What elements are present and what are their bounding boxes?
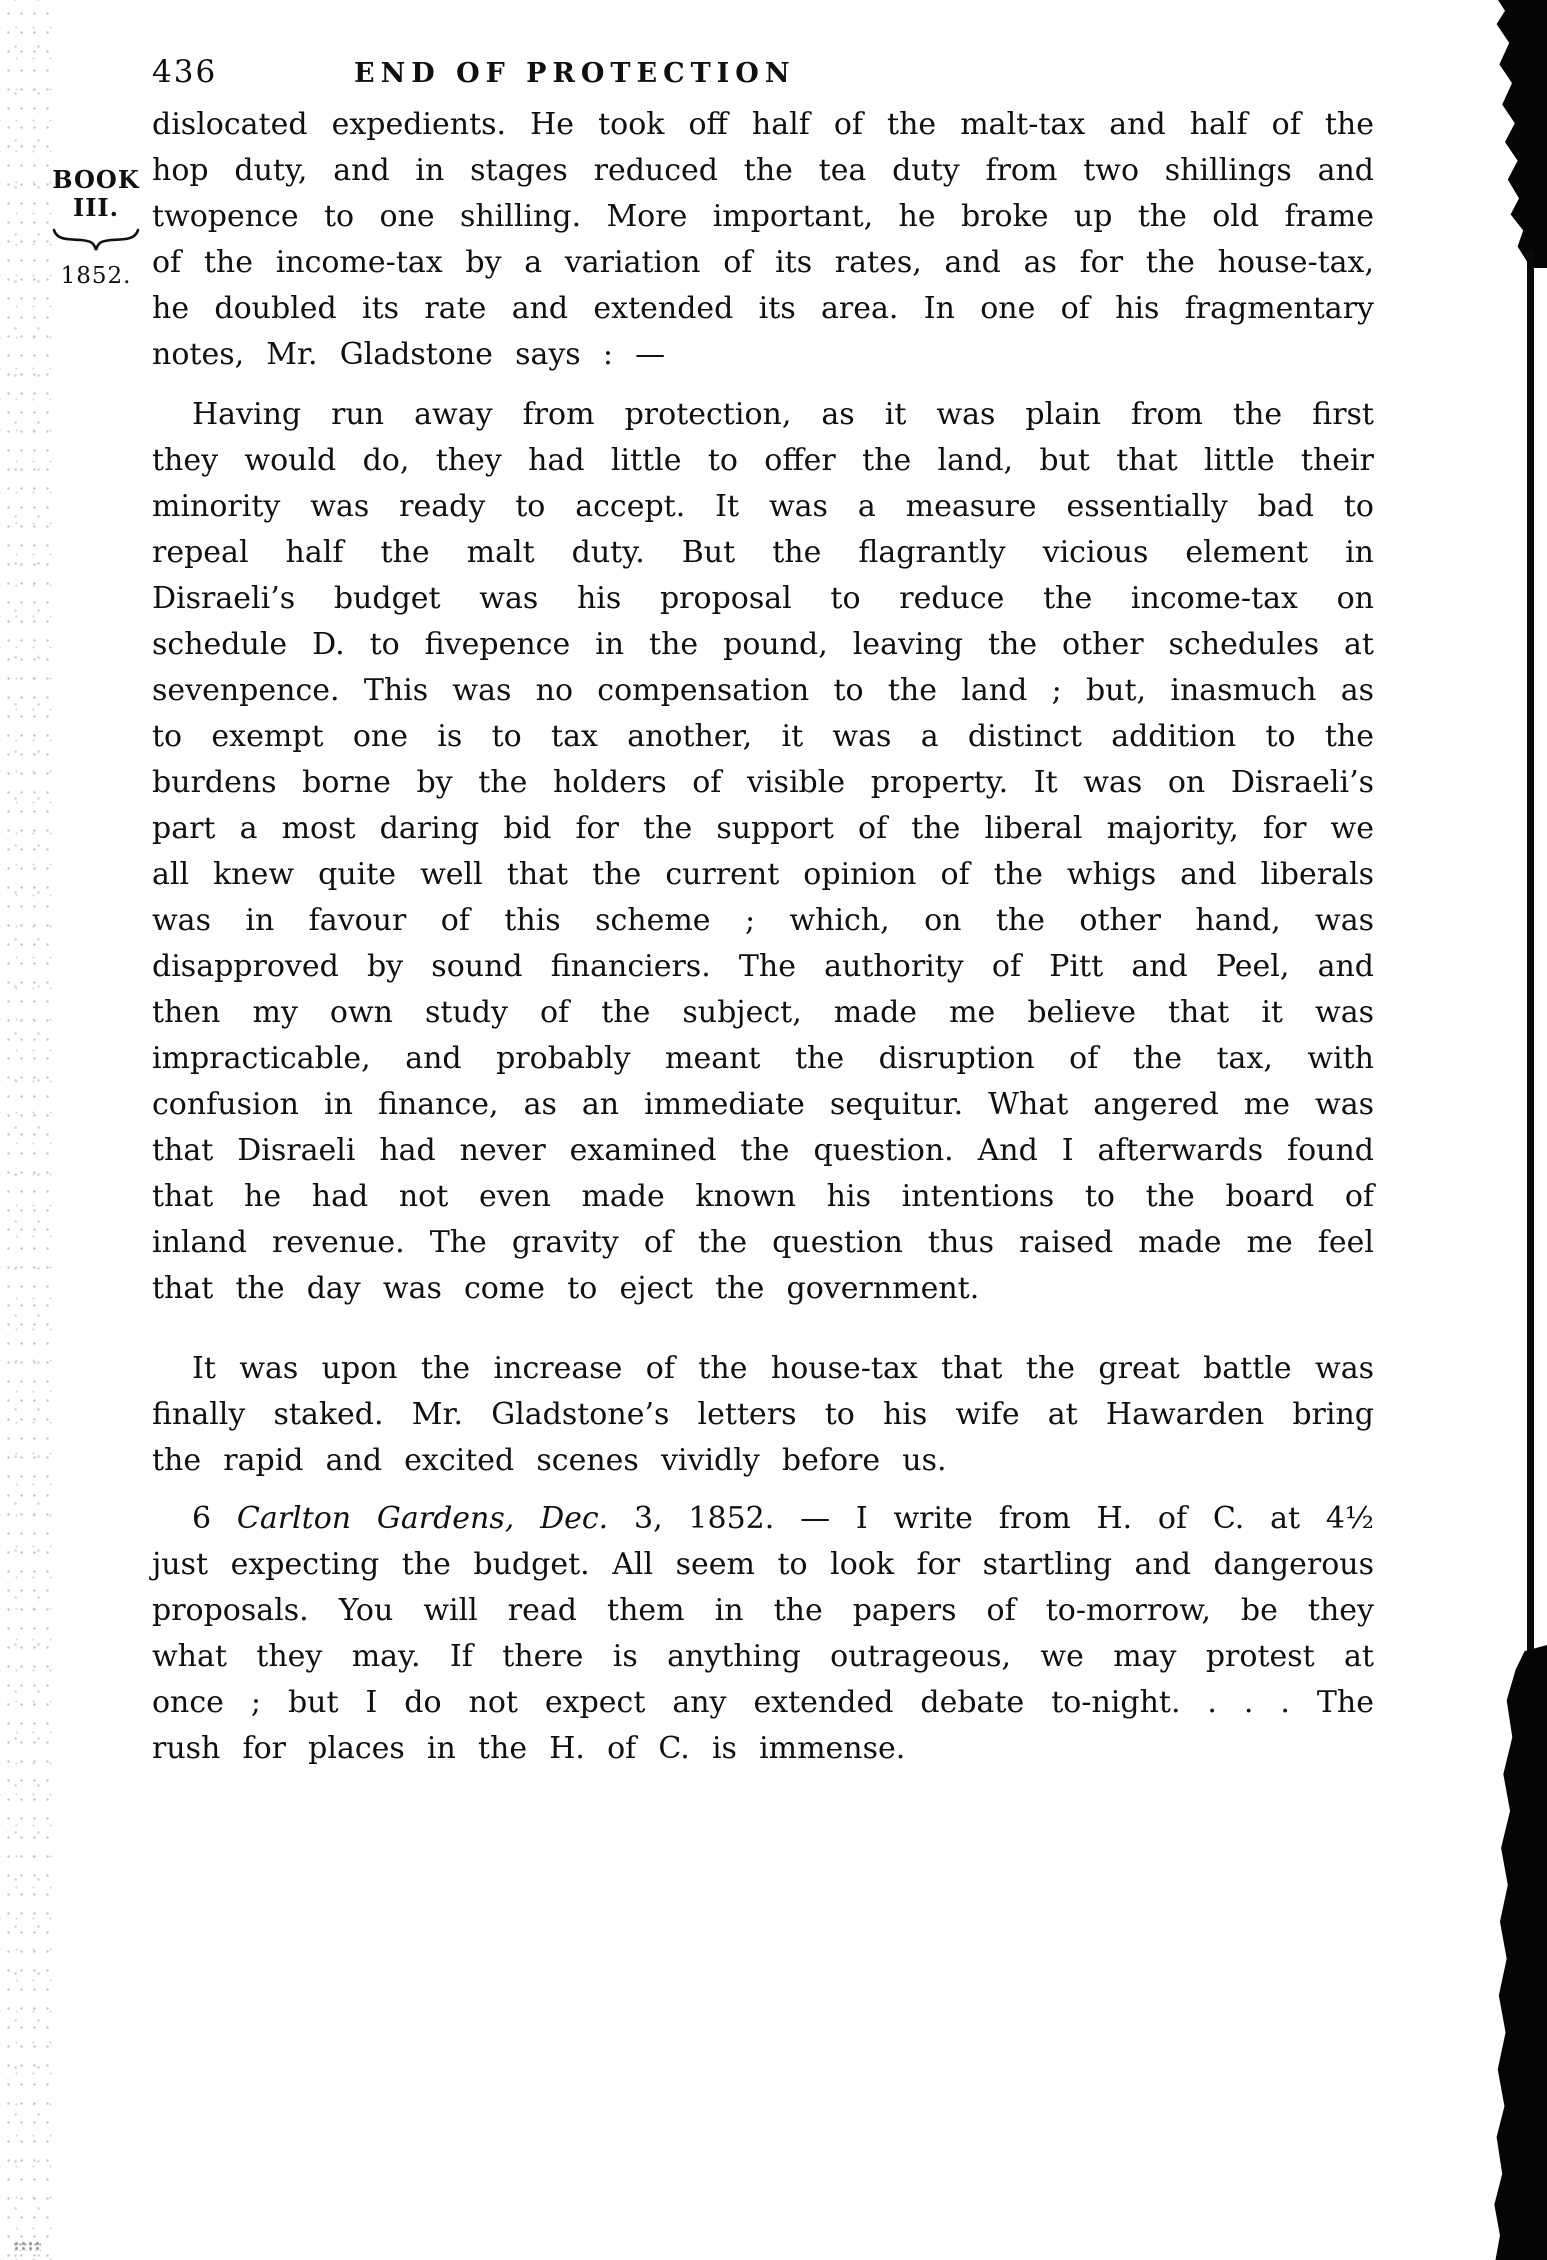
margin-book-label: BOOK [52,165,140,194]
scan-artifact-bottom-right [1491,1645,1547,2260]
letter-text: 3, 1852. — I write from H. of C. at 4½ just expecting the budget. All seem to look for startling and dangerous proposals. You will read them in the papers of to-morrow, be they what they may. If there is anything outrageous, we may protest at once ; but I do not expect any extended debate to-night. . . . The rush for places in the H. of C. is immense. [152,1501,1374,1766]
running-head: END OF PROTECTION [354,58,796,89]
margin-note [42,166,150,290]
scan-artifact-top-right [1477,0,1547,268]
margin-book-numeral: III. [72,193,120,223]
letter-place-date: Carlton Gardens, Dec. [236,1501,609,1536]
page-number: 436 [152,54,218,90]
paragraph-gladstone-quote: Having run away from protection, as it was plain from the first they would do, they had little to offer the land, but that little their minority was ready to accept. It was a measure essentially bad to repeal half the malt duty. But the flagrantly vicious element in Disraeli’s budget was his proposal to reduce the income-tax on schedule D. to fivepence in the pound, leaving the other schedules at sevenpence. This was no compensation to the land ; but, inasmuch as to exempt one is to tax another, it was a distinct addition to the burdens borne by the holders of visible property. It was on Disraeli’s part a most daring bid for the support of the liberal majority, for we all knew quite well that the current opinion of the whigs and liberals was in favour of this scheme ; which, on the other hand, was disapproved by sound financiers. The authority of Pitt and Peel, and then my own study of the subject, made me believe that it was impracticable, and probably meant the disruption of the tax, with confusion in finance, as an immediate sequitur. What angered me was that Disraeli had never examined the question. And I afterwards found that he had not even made known his intentions to the board of inland revenue. The gravity of the question thus raised made me feel that the day was come to eject the government. [152,397,1374,1306]
scan-noise-left [0,0,52,2260]
paragraph-house-tax: It was upon the increase of the house-tax that the great battle was finally staked. Mr. Gladstone’s letters to his wife at Hawarden bring the rapid and excited scenes vividly before us. [152,1351,1374,1478]
paragraph-letter [152,1496,1374,1772]
underbrace-icon [50,227,142,253]
paragraph-intro: dislocated expedients. He took off half of the malt-tax and half of the hop duty, and in stages reduced the tea duty from two shillings and twopence to one shilling. More important, he broke up the old frame of the income-tax by a variation of its rates, and as for the house-tax, he doubled its rate and extended its area. In one of his fragmentary notes, Mr. Gladstone says : — [152,107,1374,372]
body-text [152,102,1374,1772]
scan-smudge-bottom-left [13,2241,41,2251]
margin-year: 1852. [60,262,132,289]
scan-artifact-edge-line [1527,250,1534,1690]
letter-prefix: 6 [192,1501,237,1536]
